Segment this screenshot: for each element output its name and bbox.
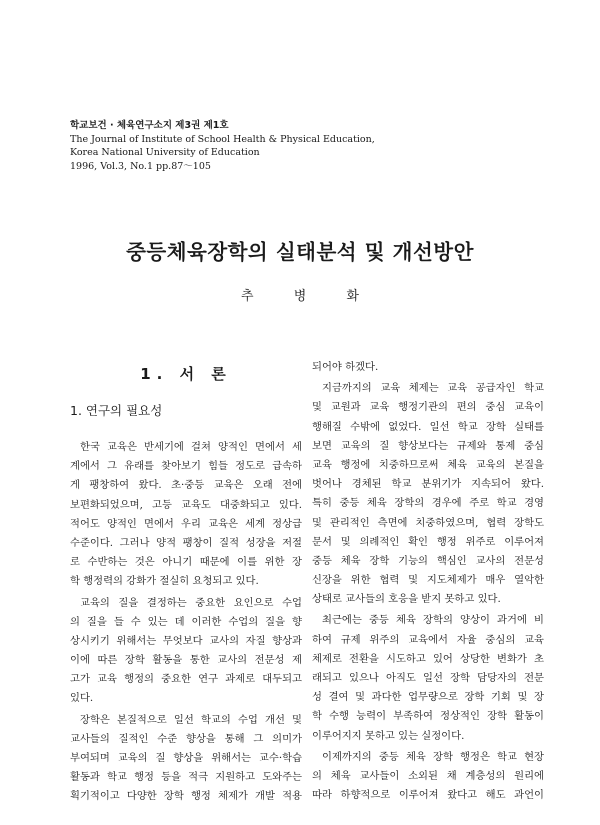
text-line: 최근에는 중등 체육 장학의 양상이 과거에 비	[322, 614, 544, 627]
text-line: 교육 행정에 치중하므로써 체육 교육의 본질을	[312, 458, 544, 471]
text-line: 및 교원과 교육 행정기관의 편의 중심 교육이	[312, 401, 544, 414]
left-column	[70, 345, 302, 809]
right-column	[312, 358, 544, 807]
text-line: 보면 교육의 질 향상보다는 규제와 통제 중심	[312, 439, 544, 452]
paragraph	[312, 358, 544, 377]
text-line: 상시키기 위해서는 무엇보다 교사의 자질 향상과	[70, 634, 302, 647]
text-line: 이제까지의 중등 체육 장학 행정은 학교 현장	[322, 750, 544, 763]
text-line: 문서 및 의례적인 확인 행정 위주로 이루어져	[312, 535, 544, 548]
text-line: 하여 규제 위주의 교육에서 자율 중심의 교육	[312, 633, 544, 646]
section-title: 1. 서 론	[140, 365, 232, 383]
text-line: 교사들의 질적인 수준 향상을 통해 그 의미가	[70, 732, 302, 745]
text-line: 중등 체육 장학 기능의 핵심인 교사의 전문성	[312, 554, 544, 567]
paragraph	[312, 748, 544, 806]
paragraph	[70, 711, 302, 807]
text-line: 신장을 위한 협력 및 지도체제가 매우 열악한	[312, 574, 544, 587]
text-line: 수준이다. 그러나 양적 팽창이 질적 성장을 저절	[70, 536, 302, 549]
journal-name-korean: 학교보건 · 체육연구소지 제3권 제1호	[70, 120, 229, 131]
paragraph	[312, 611, 544, 745]
journal-name-english: The Journal of Institute of School Health & Physical Education,	[70, 133, 375, 145]
text-line: 로 수반하는 것은 아니기 때문에 이를 위한 장	[70, 556, 302, 569]
text-line: 되어야 하겠다.	[312, 361, 379, 373]
text-line: 게 팽창하여 왔다. 초·중등 교육은 오래 전에	[70, 479, 302, 492]
journal-header	[70, 119, 375, 173]
text-line: 고가 교육 행정의 중요한 연구 과제로 대두되고	[70, 673, 302, 686]
text-line: 특히 중등 체육 장학의 경우에 주로 학교 경영	[312, 497, 544, 510]
paper-title: 중등체육장학의 실태분석 및 개선방안	[126, 240, 474, 264]
text-line: 있다.	[70, 692, 94, 705]
text-line: 이루어지지 못하고 있는 실정이다.	[312, 729, 465, 742]
text-line: 계에서 그 유래를 찾아보기 힘들 정도로 급속하	[70, 460, 302, 473]
text-line: 성 결여 및 과다한 업무량으로 장학 기회 및 장	[312, 691, 544, 704]
text-line: 상태로 교사들의 호응을 받지 못하고 있다.	[312, 593, 501, 606]
text-line: 및 관리적인 측면에 치중하였으며, 협력 장학도	[312, 516, 544, 529]
subsection-title: 1. 연구의 필요성	[70, 403, 163, 418]
text-line: 행해질 수밖에 없었다. 일선 학교 장학 실태를	[312, 420, 544, 433]
text-line: 이에 따른 장학 활동을 통한 교사의 전문성 제	[70, 654, 302, 667]
text-line: 보편화되었으며, 고등 교육도 대중화되고 있다.	[70, 498, 302, 511]
text-line: 의 질을 들 수 있는 데 이러한 수업의 질을 향	[70, 615, 302, 628]
journal-institution: Korea National University of Education	[70, 147, 260, 158]
text-line: 따라 하향적으로 이루어져 왔다고 해도 과언이	[312, 789, 544, 802]
text-line: 활동과 학교 행정 등을 적극 지원하고 도와주는	[70, 771, 302, 784]
text-line: 학 수행 능력이 부족하여 정상적인 장학 활동이	[312, 710, 544, 723]
paragraph	[70, 438, 302, 592]
paragraph	[312, 379, 544, 609]
text-line: 지금까지의 교육 체제는 교육 공급자인 학교	[322, 382, 544, 395]
text-line: 적어도 양적인 면에서 우리 교육은 세계 정상급	[70, 517, 302, 530]
text-line: 획기적이고 다양한 장학 행정 체제가 개발 적용	[70, 790, 302, 803]
journal-volume-pages: 1996, Vol.3, No.1 pp.87～105	[70, 160, 211, 172]
paragraph	[70, 594, 302, 709]
paper-author: 추 병 화	[241, 289, 377, 304]
text-line: 교육의 질을 결정하는 중요한 요인으로 수업	[80, 596, 302, 609]
text-line: 학 행정력의 강화가 절실히 요청되고 있다.	[70, 575, 259, 588]
text-line: 래되고 있으나 아직도 일선 장학 담당자의 전문	[312, 672, 544, 684]
text-line: 체제로 전환을 시도하고 있어 상당한 변화가 초	[312, 652, 544, 665]
text-line: 의 체육 교사들이 소외된 채 계층성의 원리에	[312, 769, 544, 782]
text-line: 벗어나 경체된 학교 분위기가 지속되어 왔다.	[312, 478, 544, 491]
text-line: 장학은 본질적으로 일선 학교의 수업 개선 및	[80, 713, 302, 726]
text-line: 부여되며 교육의 질 향상을 위해서는 교수·학습	[70, 752, 302, 764]
text-line: 한국 교육은 반세기에 걸쳐 양적인 면에서 세	[80, 441, 302, 453]
